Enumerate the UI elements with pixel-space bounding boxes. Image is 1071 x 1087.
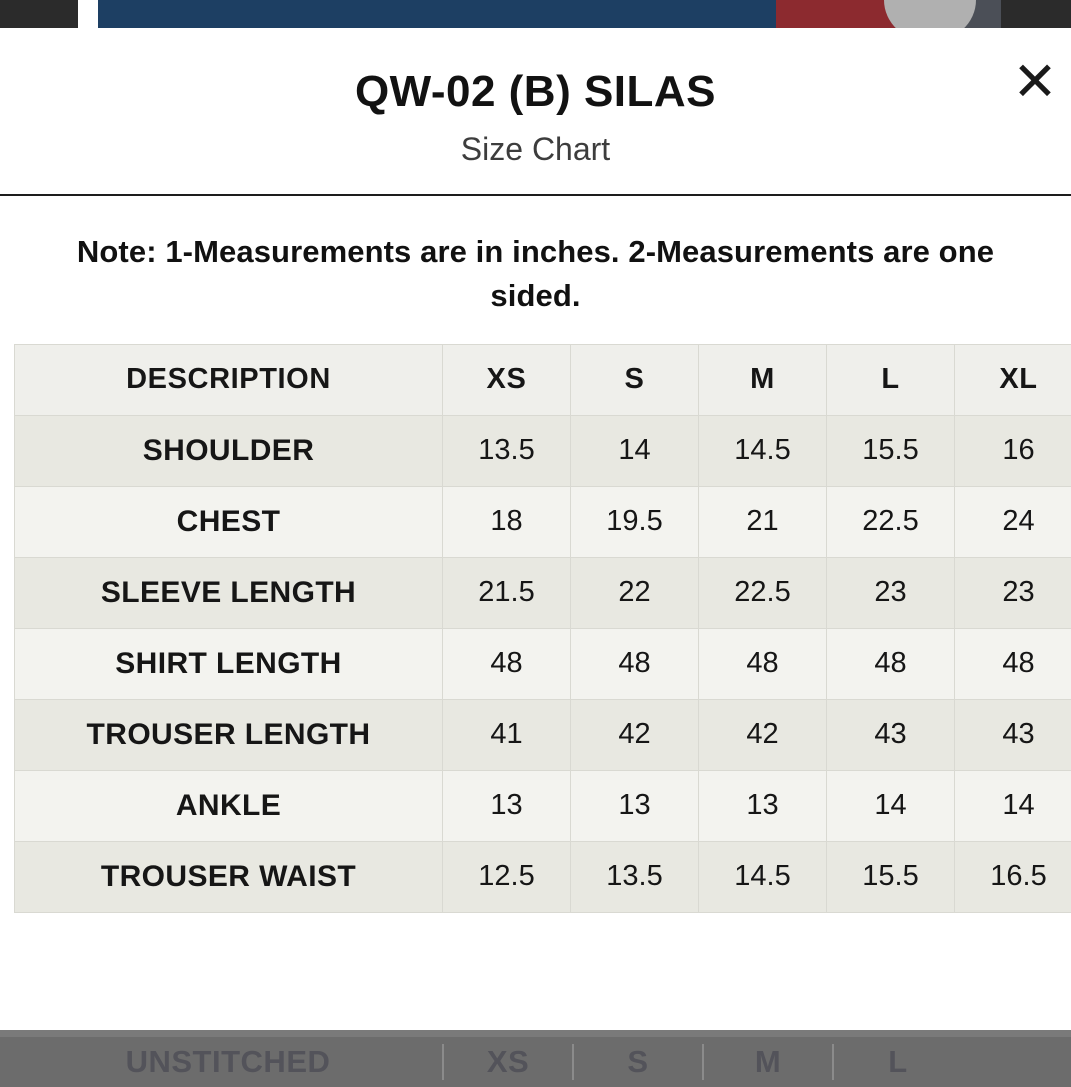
cell-value: 14.5 (699, 841, 827, 912)
background-table-area (0, 1037, 1071, 1087)
cell-value: 16.5 (955, 841, 1071, 912)
cell-value: 18 (443, 486, 571, 557)
background-size-cell: M (704, 1044, 834, 1080)
table-header-row (15, 344, 1071, 415)
cell-value: 21 (699, 486, 827, 557)
background-image-segment (0, 0, 78, 28)
cell-value: 43 (827, 699, 955, 770)
table-row (15, 486, 1071, 557)
cell-value: 48 (571, 628, 699, 699)
cell-value: 14 (827, 770, 955, 841)
page-title: QW-02 (B) SILAS (354, 67, 717, 116)
modal-subtitle: Size Chart (460, 131, 611, 168)
column-header-description: DESCRIPTION (15, 344, 443, 415)
cell-value: 16 (955, 415, 1071, 486)
cell-value: 12.5 (443, 841, 571, 912)
row-label: SLEEVE LENGTH (15, 557, 443, 628)
cell-value: 13.5 (443, 415, 571, 486)
background-row-label: UNSTITCHED (14, 1044, 444, 1080)
table-row (15, 841, 1071, 912)
size-chart-modal (0, 28, 1071, 1030)
cell-value: 13 (443, 770, 571, 841)
background-size-cell: L (888, 1044, 908, 1079)
row-label: ANKLE (15, 770, 443, 841)
close-icon[interactable]: ✕ (1007, 54, 1063, 110)
column-header-m: M (699, 344, 827, 415)
cell-value: 23 (955, 557, 1071, 628)
background-image-segment (1001, 0, 1071, 28)
table-row (15, 699, 1071, 770)
table-row (15, 770, 1071, 841)
row-label: SHIRT LENGTH (15, 628, 443, 699)
table-row (15, 557, 1071, 628)
background-image-segment (78, 0, 98, 28)
table-row (15, 415, 1071, 486)
cell-value: 41 (443, 699, 571, 770)
cell-value: 24 (955, 486, 1071, 557)
row-label: CHEST (15, 486, 443, 557)
background-image-segment (98, 0, 776, 28)
cell-value: 48 (699, 628, 827, 699)
column-header-xl: XL (955, 344, 1071, 415)
cell-value: 42 (699, 699, 827, 770)
cell-value: 14.5 (699, 415, 827, 486)
size-chart-table (14, 344, 1071, 913)
cell-value: 15.5 (827, 415, 955, 486)
column-header-s: S (571, 344, 699, 415)
row-label: SHOULDER (15, 415, 443, 486)
cell-value: 22.5 (699, 557, 827, 628)
cell-value: 19.5 (571, 486, 699, 557)
column-header-xs: XS (443, 344, 571, 415)
measurement-note: Note: 1-Measurements are in inches. 2-Measurements are one sided. (76, 233, 995, 313)
cell-value: 14 (955, 770, 1071, 841)
cell-value: 15.5 (827, 841, 955, 912)
size-chart-head (15, 344, 1071, 415)
background-table-row (14, 1037, 1057, 1087)
background-size-cell: S (574, 1044, 704, 1080)
cell-value: 13.5 (571, 841, 699, 912)
modal-header (0, 28, 1071, 196)
cell-value: 48 (827, 628, 955, 699)
row-label: TROUSER WAIST (15, 841, 443, 912)
cell-value: 42 (571, 699, 699, 770)
row-label: TROUSER LENGTH (15, 699, 443, 770)
cell-value: 43 (955, 699, 1071, 770)
size-chart-body (15, 415, 1071, 912)
table-row (15, 628, 1071, 699)
cell-value: 21.5 (443, 557, 571, 628)
cell-value: 14 (571, 415, 699, 486)
cell-value: 22.5 (827, 486, 955, 557)
cell-value: 22 (571, 557, 699, 628)
modal-body (0, 196, 1071, 913)
background-size-cell: XS (444, 1044, 574, 1080)
cell-value: 13 (699, 770, 827, 841)
column-header-l: L (827, 344, 955, 415)
cell-value: 13 (571, 770, 699, 841)
cell-value: 48 (955, 628, 1071, 699)
cell-value: 23 (827, 557, 955, 628)
cell-value: 48 (443, 628, 571, 699)
